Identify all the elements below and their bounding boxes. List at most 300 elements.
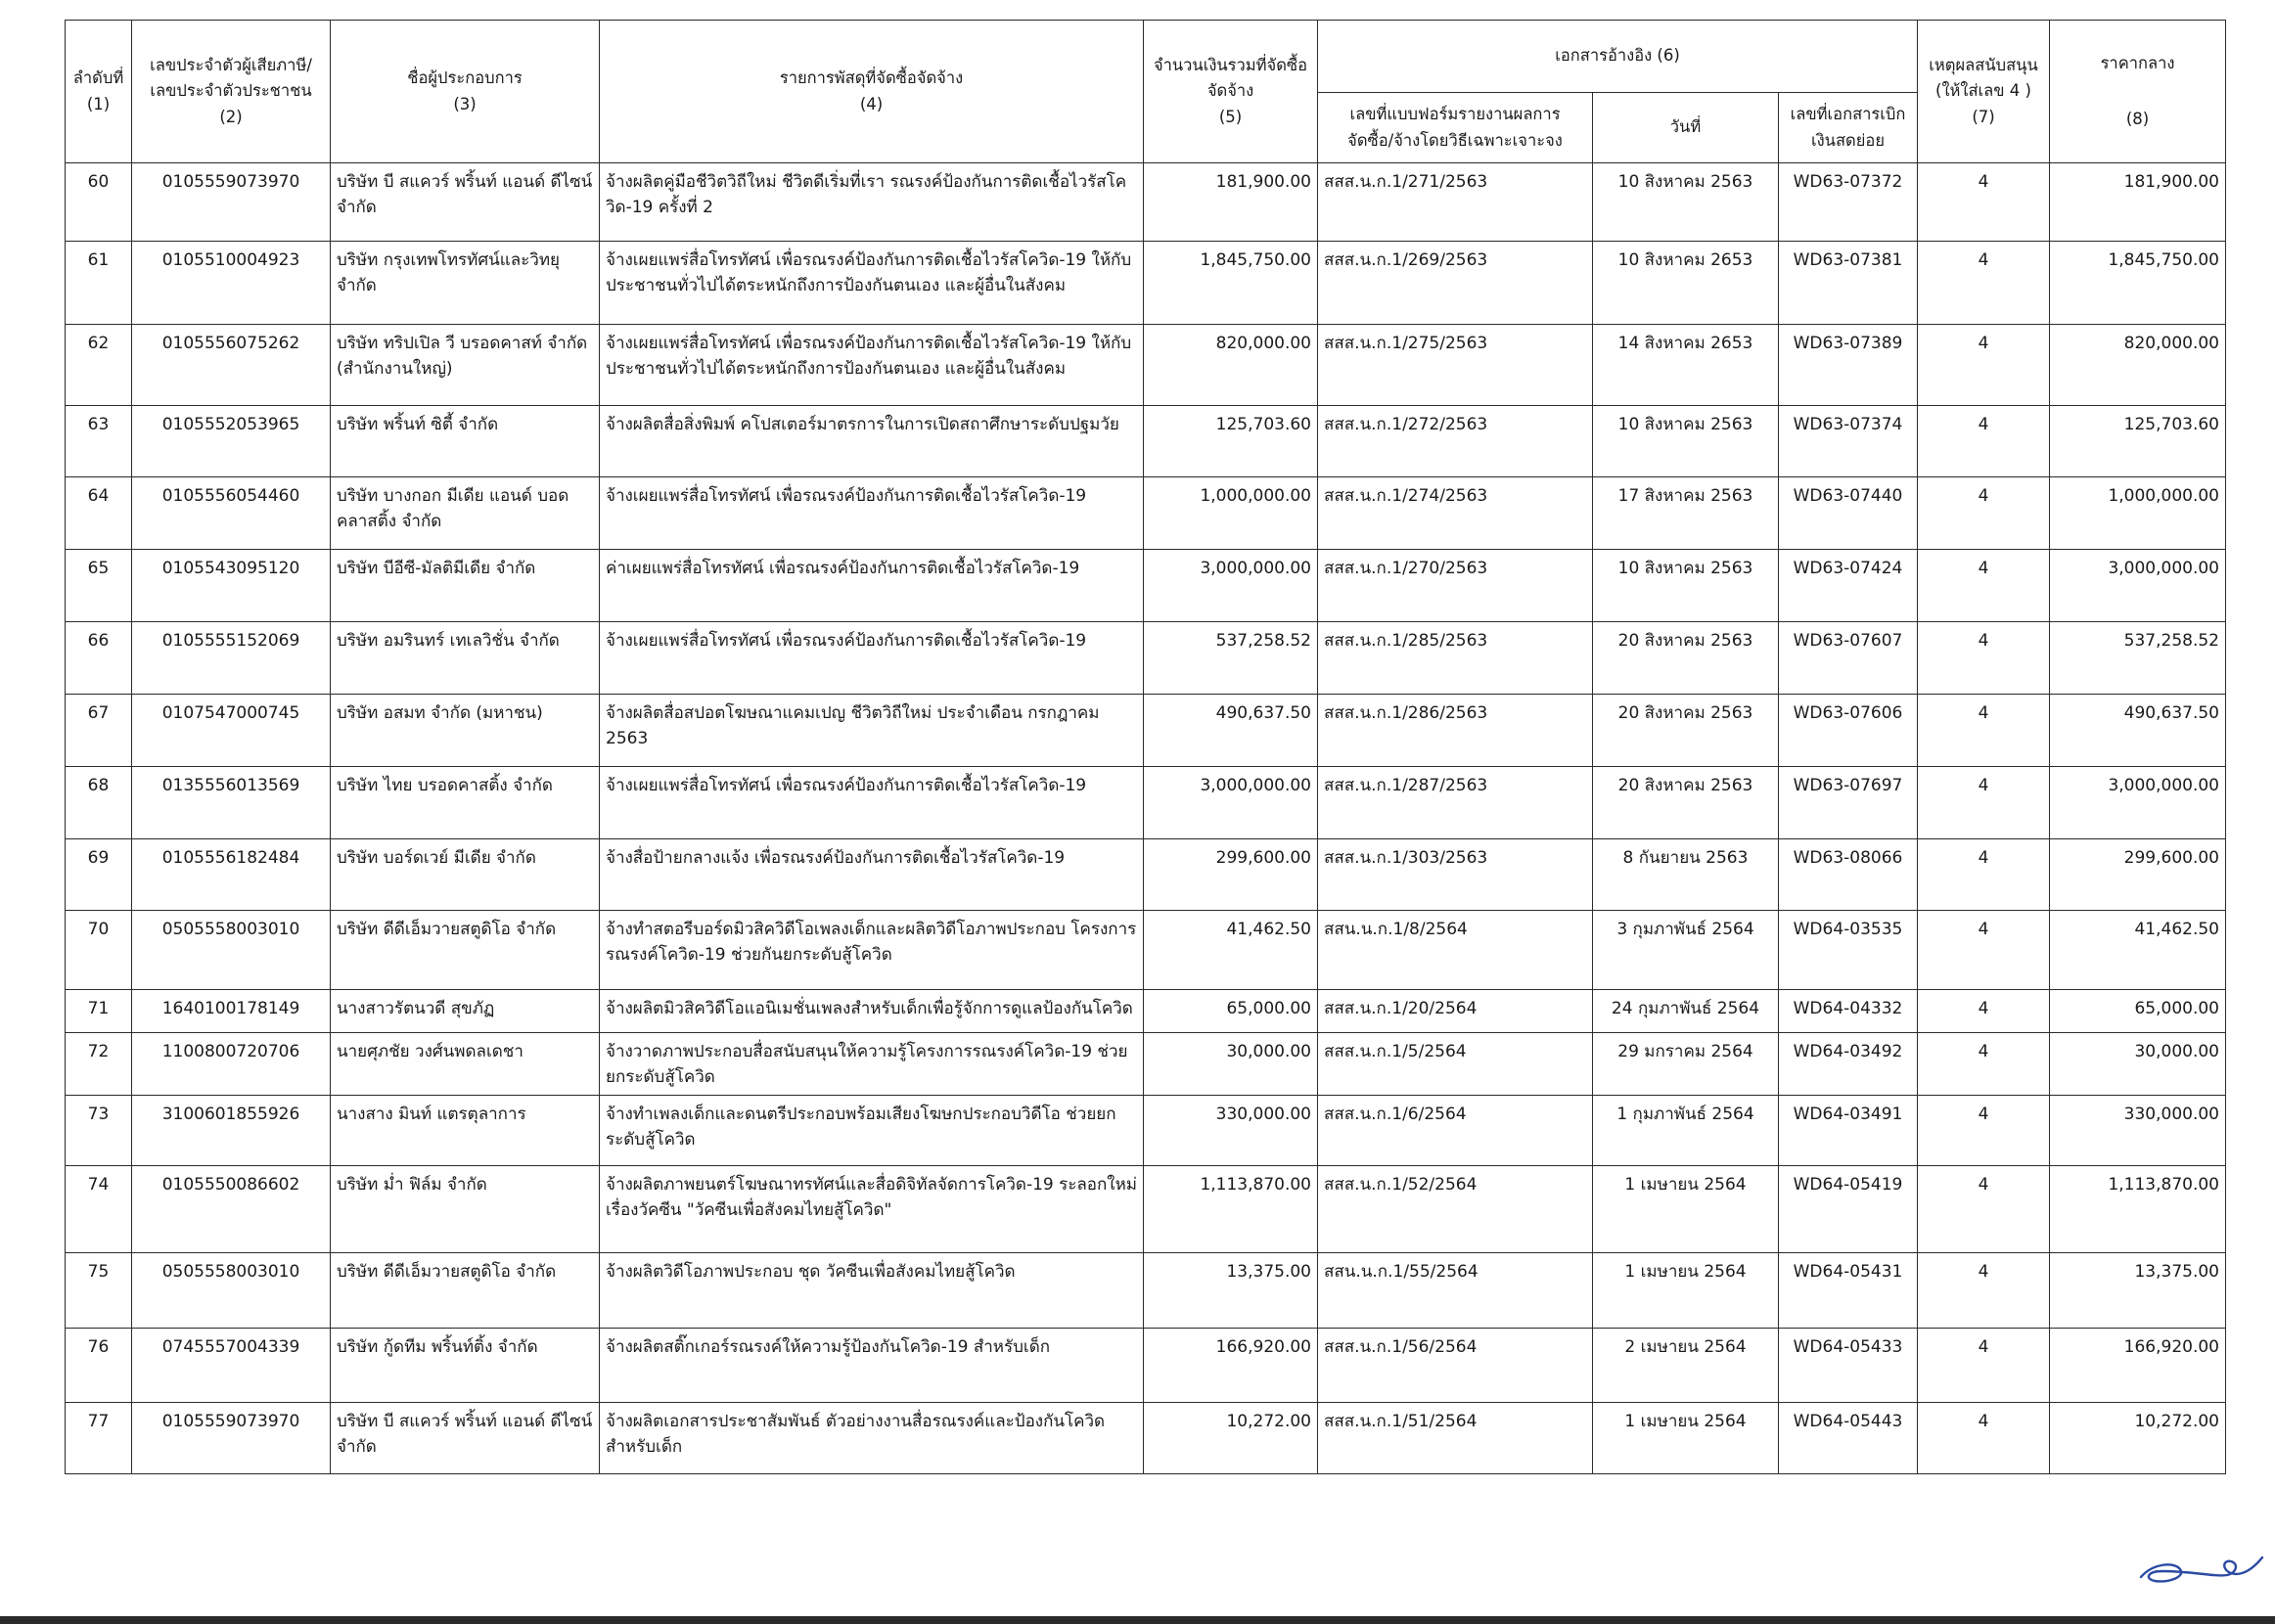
cell-form-no <box>1318 990 1593 1033</box>
cell-vendor <box>331 695 600 767</box>
cell-amount-text: 1,845,750.00 <box>1200 250 1311 270</box>
cell-seq <box>66 767 132 839</box>
cell-date-text: 2 เมษายน 2564 <box>1624 1336 1747 1357</box>
cell-amount-text: 3,000,000.00 <box>1200 776 1311 795</box>
cell-reason <box>1918 1095 2050 1165</box>
cell-reason <box>1918 1252 2050 1328</box>
cell-amount-text: 181,900.00 <box>1215 172 1311 192</box>
cell-vendor-text: บริษัท พริ้นท์ ซิตี้ จำกัด <box>337 415 499 434</box>
cell-amount <box>1144 990 1318 1033</box>
cell-ref-price <box>2050 1095 2226 1165</box>
cell-seq-text: 63 <box>87 415 110 434</box>
cell-date-text: 1 เมษายน 2564 <box>1624 1174 1747 1195</box>
cell-doc-no-text: WD64-05443 <box>1793 1411 1903 1431</box>
cell-date-text: 29 มกราคม 2564 <box>1617 1042 1753 1061</box>
cell-doc-no <box>1779 911 1918 990</box>
table-row <box>66 406 2226 477</box>
cell-reason-text: 4 <box>1978 999 1989 1018</box>
cell-reason-text: 4 <box>1978 1104 1989 1124</box>
cell-doc-no <box>1779 1402 1918 1473</box>
cell-vendor <box>331 1095 600 1165</box>
cell-seq <box>66 242 132 325</box>
cell-form-no-text: สสน.น.ก.1/55/2564 <box>1324 1261 1479 1282</box>
cell-vendor <box>331 477 600 550</box>
table-row <box>66 1328 2226 1402</box>
cell-vendor <box>331 325 600 406</box>
cell-ref-price <box>2050 1402 2226 1473</box>
cell-doc-no <box>1779 990 1918 1033</box>
cell-item-text: จ้างผลิตสติ๊กเกอร์รณรงค์ให้ความรู้ป้องกันโควิด-19 สำหรับเด็ก <box>606 1336 1051 1357</box>
cell-date-text: 3 กุมภาพันธ์ 2564 <box>1616 920 1754 939</box>
cell-reason-text: 4 <box>1978 1042 1989 1061</box>
cell-vendor <box>331 1328 600 1402</box>
cell-ref-price-text: 41,462.50 <box>2134 920 2219 939</box>
cell-seq-text: 71 <box>87 999 110 1018</box>
header-ref-price: ราคากลาง (8) <box>2050 21 2226 163</box>
cell-amount-text: 330,000.00 <box>1215 1104 1311 1124</box>
cell-tax-id <box>132 325 331 406</box>
cell-tax-id-text: 0135556013569 <box>161 776 300 795</box>
cell-ref-price <box>2050 406 2226 477</box>
header-date: วันที่ <box>1593 93 1779 163</box>
cell-ref-price <box>2050 477 2226 550</box>
cell-form-no-text: สสส.น.ก.1/52/2564 <box>1324 1174 1478 1195</box>
cell-ref-price <box>2050 1033 2226 1096</box>
cell-ref-price <box>2050 325 2226 406</box>
cell-item <box>600 839 1144 911</box>
cell-reason-text: 4 <box>1978 776 1989 795</box>
cell-doc-no <box>1779 477 1918 550</box>
cell-form-no-text: สสส.น.ก.1/303/2563 <box>1324 848 1488 868</box>
cell-reason-text: 4 <box>1978 250 1989 270</box>
cell-tax-id <box>132 406 331 477</box>
cell-amount <box>1144 1095 1318 1165</box>
cell-amount-text: 65,000.00 <box>1226 999 1311 1018</box>
cell-item <box>600 990 1144 1033</box>
cell-tax-id <box>132 1402 331 1473</box>
cell-reason <box>1918 325 2050 406</box>
header-item: รายการพัสดุที่จัดซื้อจัดจ้าง (4) <box>600 21 1144 163</box>
cell-vendor-text: บริษัท ดีดีเอ็มวายสตูดิโอ จำกัด <box>337 1261 557 1282</box>
cell-date <box>1593 163 1779 242</box>
cell-amount <box>1144 911 1318 990</box>
cell-seq-text: 66 <box>87 631 110 651</box>
cell-tax-id-text: 0105510004923 <box>161 250 300 270</box>
cell-doc-no-text: WD63-07424 <box>1793 559 1903 578</box>
cell-vendor <box>331 767 600 839</box>
cell-form-no-text: สสส.น.ก.1/269/2563 <box>1324 250 1488 270</box>
cell-reason <box>1918 1402 2050 1473</box>
cell-ref-price-text: 125,703.60 <box>2123 415 2219 434</box>
cell-doc-no <box>1779 242 1918 325</box>
cell-doc-no <box>1779 325 1918 406</box>
cell-doc-no <box>1779 1328 1918 1402</box>
cell-vendor <box>331 1402 600 1473</box>
cell-ref-price <box>2050 1328 2226 1402</box>
table-row <box>66 767 2226 839</box>
cell-tax-id-text: 0745557004339 <box>161 1336 300 1357</box>
cell-amount <box>1144 1252 1318 1328</box>
cell-item <box>600 1033 1144 1096</box>
cell-ref-price-text: 65,000.00 <box>2134 999 2219 1018</box>
cell-reason-text: 4 <box>1978 415 1989 434</box>
cell-ref-price <box>2050 839 2226 911</box>
cell-date <box>1593 1165 1779 1252</box>
cell-form-no <box>1318 163 1593 242</box>
cell-reason <box>1918 1165 2050 1252</box>
table-body <box>66 163 2226 1474</box>
cell-doc-no-text: WD63-08066 <box>1793 848 1903 868</box>
cell-item <box>600 1165 1144 1252</box>
cell-vendor-text: บริษัท บอร์ดเวย์ มีเดีย จำกัด <box>337 848 536 868</box>
table-row <box>66 695 2226 767</box>
cell-doc-no <box>1779 839 1918 911</box>
cell-item-text: ค่าเผยแพร่สื่อโทรทัศน์ เพื่อรณรงค์ป้องกันการติดเชื้อไวรัสโควิด-19 <box>606 559 1080 578</box>
cell-reason-text: 4 <box>1978 631 1989 651</box>
cell-form-no-text: สสส.น.ก.1/270/2563 <box>1324 559 1488 578</box>
cell-seq <box>66 990 132 1033</box>
cell-seq <box>66 406 132 477</box>
cell-item-text: จ้างเผยแพร่สื่อโทรทัศน์ เพื่อรณรงค์ป้องกันการติดเชื้อไวรัสโควิด-19 <box>606 776 1087 795</box>
cell-seq <box>66 839 132 911</box>
cell-vendor-text: บริษัท บางกอก มีเดีย แอนด์ บอดคลาสติ้ง จำกัด <box>337 486 569 532</box>
cell-seq-text: 72 <box>87 1042 110 1061</box>
cell-item-text: จ้างเผยแพร่สื่อโทรทัศน์ เพื่อรณรงค์ป้องกันการติดเชื้อไวรัสโควิด-19 <box>606 486 1087 506</box>
cell-seq <box>66 163 132 242</box>
cell-amount-text: 1,113,870.00 <box>1200 1174 1311 1195</box>
cell-form-no <box>1318 911 1593 990</box>
cell-form-no-text: สสน.น.ก.1/8/2564 <box>1324 920 1468 939</box>
cell-reason-text: 4 <box>1978 172 1989 192</box>
cell-reason <box>1918 242 2050 325</box>
cell-doc-no <box>1779 1095 1918 1165</box>
cell-amount-text: 41,462.50 <box>1226 920 1311 939</box>
cell-reason-text: 4 <box>1978 1261 1989 1282</box>
cell-item-text: จ้างผลิตสื่อสิ่งพิมพ์ คโปสเตอร์มาตรการในการเปิดสถาศึกษาระดับปฐมวัย <box>606 415 1119 434</box>
header-seq: ลำดับที่ (1) <box>66 21 132 163</box>
cell-tax-id-text: 0105543095120 <box>161 559 300 578</box>
cell-doc-no-text: WD64-03535 <box>1793 920 1903 939</box>
cell-seq <box>66 1402 132 1473</box>
cell-amount <box>1144 1033 1318 1096</box>
cell-seq <box>66 477 132 550</box>
cell-tax-id-text: 0105552053965 <box>161 415 300 434</box>
cell-reason-text: 4 <box>1978 559 1989 578</box>
cell-ref-price-text: 166,920.00 <box>2123 1336 2219 1357</box>
cell-date <box>1593 622 1779 695</box>
cell-tax-id <box>132 1095 331 1165</box>
cell-reason <box>1918 406 2050 477</box>
cell-ref-price-text: 1,000,000.00 <box>2108 486 2219 506</box>
cell-vendor <box>331 163 600 242</box>
cell-vendor-text: บริษัท ม่ำ ฟิล์ม จำกัด <box>337 1174 487 1195</box>
cell-form-no <box>1318 767 1593 839</box>
cell-reason <box>1918 477 2050 550</box>
cell-date <box>1593 1033 1779 1096</box>
cell-item-text: จ้างผลิตเอกสารประชาสัมพันธ์ ตัวอย่างงานสื่อรณรงค์และป้องกันโควิด สำหรับเด็ก <box>606 1411 1106 1458</box>
cell-vendor <box>331 406 600 477</box>
cell-ref-price-text: 490,637.50 <box>2123 703 2219 723</box>
cell-vendor-text: บริษัท อสมท จำกัด (มหาชน) <box>337 703 543 723</box>
cell-seq <box>66 911 132 990</box>
table-row <box>66 1165 2226 1252</box>
cell-reason-text: 4 <box>1978 334 1989 353</box>
cell-ref-price <box>2050 1252 2226 1328</box>
cell-seq <box>66 1252 132 1328</box>
cell-ref-price-text: 1,113,870.00 <box>2108 1174 2219 1195</box>
cell-amount <box>1144 1402 1318 1473</box>
cell-tax-id-text: 0105559073970 <box>161 1411 300 1431</box>
cell-amount-text: 166,920.00 <box>1215 1336 1311 1357</box>
cell-form-no-text: สสส.น.ก.1/5/2564 <box>1324 1042 1467 1061</box>
cell-date <box>1593 1095 1779 1165</box>
cell-vendor-text: บริษัท บี สแควร์ พริ้นท์ แอนด์ ดีไซน์ จำกัด <box>337 172 593 218</box>
cell-reason-text: 4 <box>1978 1174 1989 1195</box>
cell-date <box>1593 1252 1779 1328</box>
cell-seq <box>66 1328 132 1402</box>
cell-tax-id <box>132 622 331 695</box>
cell-reason-text: 4 <box>1978 920 1989 939</box>
cell-item <box>600 1328 1144 1402</box>
table-row <box>66 1095 2226 1165</box>
cell-date-text: 10 สิงหาคม 2563 <box>1617 559 1753 578</box>
cell-form-no <box>1318 477 1593 550</box>
header-doc-no: เลขที่เอกสารเบิก เงินสดย่อย <box>1779 93 1918 163</box>
cell-tax-id-text: 0505558003010 <box>161 1261 300 1282</box>
cell-ref-price-text: 10,272.00 <box>2134 1411 2219 1431</box>
cell-seq-text: 62 <box>87 334 110 353</box>
cell-ref-price <box>2050 550 2226 622</box>
cell-seq-text: 77 <box>87 1411 110 1431</box>
cell-tax-id <box>132 990 331 1033</box>
cell-form-no <box>1318 1033 1593 1096</box>
cell-vendor <box>331 1252 600 1328</box>
cell-form-no <box>1318 839 1593 911</box>
cell-seq <box>66 550 132 622</box>
cell-vendor <box>331 550 600 622</box>
cell-seq-text: 73 <box>87 1104 110 1124</box>
cell-vendor-text: บริษัท อมรินทร์ เทเลวิชั่น จำกัด <box>337 631 560 651</box>
cell-date-text: 10 สิงหาคม 2563 <box>1617 172 1753 192</box>
cell-doc-no-text: WD64-03491 <box>1793 1104 1903 1124</box>
cell-seq-text: 64 <box>87 486 110 506</box>
cell-form-no <box>1318 325 1593 406</box>
header-reference-docs: เอกสารอ้างอิง (6) <box>1318 21 1918 93</box>
cell-tax-id-text: 1100800720706 <box>161 1042 300 1061</box>
cell-amount <box>1144 695 1318 767</box>
cell-doc-no-text: WD64-05419 <box>1793 1174 1903 1195</box>
cell-vendor-text: บริษัท ดีดีเอ็มวายสตูดิโอ จำกัด <box>337 920 557 939</box>
cell-tax-id <box>132 1252 331 1328</box>
cell-item-text: จ้างผลิตมิวสิควิดีโอแอนิเมชั่นเพลงสำหรับเด็กเพื่อรู้จักการดูแลป้องกันโควิด <box>606 999 1133 1018</box>
cell-form-no-text: สสส.น.ก.1/286/2563 <box>1324 703 1488 723</box>
cell-form-no <box>1318 1402 1593 1473</box>
cell-tax-id-text: 0105555152069 <box>161 631 300 651</box>
cell-doc-no-text: WD63-07607 <box>1793 631 1903 651</box>
cell-date-text: 1 เมษายน 2564 <box>1624 1261 1747 1282</box>
cell-ref-price-text: 820,000.00 <box>2123 334 2219 353</box>
cell-amount-text: 299,600.00 <box>1215 848 1311 868</box>
cell-form-no-text: สสส.น.ก.1/51/2564 <box>1324 1411 1478 1431</box>
cell-tax-id <box>132 242 331 325</box>
cell-reason <box>1918 911 2050 990</box>
cell-date-text: 1 กุมภาพันธ์ 2564 <box>1616 1104 1754 1124</box>
procurement-table <box>65 20 2226 1474</box>
cell-doc-no-text: WD63-07697 <box>1793 776 1903 795</box>
handwritten-signature <box>2133 1536 2270 1595</box>
cell-seq <box>66 622 132 695</box>
cell-form-no-text: สสส.น.ก.1/275/2563 <box>1324 334 1488 353</box>
cell-reason <box>1918 767 2050 839</box>
cell-form-no-text: สสส.น.ก.1/287/2563 <box>1324 776 1488 795</box>
cell-item <box>600 767 1144 839</box>
cell-amount-text: 490,637.50 <box>1215 703 1311 723</box>
cell-reason <box>1918 839 2050 911</box>
cell-reason-text: 4 <box>1978 703 1989 723</box>
cell-vendor <box>331 990 600 1033</box>
cell-seq-text: 75 <box>87 1261 110 1282</box>
cell-vendor <box>331 1033 600 1096</box>
cell-amount-text: 537,258.52 <box>1215 631 1311 651</box>
cell-tax-id <box>132 477 331 550</box>
cell-ref-price <box>2050 695 2226 767</box>
cell-date <box>1593 767 1779 839</box>
cell-date-text: 8 กันยายน 2563 <box>1622 848 1749 868</box>
cell-amount-text: 30,000.00 <box>1226 1042 1311 1061</box>
cell-tax-id-text: 0505558003010 <box>161 920 300 939</box>
cell-amount <box>1144 839 1318 911</box>
cell-tax-id-text: 0105550086602 <box>161 1174 300 1195</box>
cell-amount <box>1144 1165 1318 1252</box>
cell-doc-no-text: WD63-07372 <box>1793 172 1903 192</box>
cell-form-no <box>1318 1165 1593 1252</box>
cell-vendor <box>331 242 600 325</box>
cell-date <box>1593 406 1779 477</box>
cell-item-text: จ้างผลิตสื่อสปอตโฆษณาแคมเปญ ชีวิตวิถีใหม่ ประจำเดือน กรกฎาคม 2563 <box>606 703 1100 749</box>
cell-item <box>600 1402 1144 1473</box>
cell-reason-text: 4 <box>1978 486 1989 506</box>
cell-tax-id-text: 0105556182484 <box>161 848 300 868</box>
cell-amount <box>1144 242 1318 325</box>
cell-form-no-text: สสส.น.ก.1/285/2563 <box>1324 631 1488 651</box>
cell-ref-price <box>2050 990 2226 1033</box>
table-row <box>66 990 2226 1033</box>
table-row <box>66 1033 2226 1096</box>
cell-item <box>600 163 1144 242</box>
cell-form-no <box>1318 695 1593 767</box>
cell-doc-no <box>1779 1033 1918 1096</box>
cell-date <box>1593 990 1779 1033</box>
cell-date <box>1593 911 1779 990</box>
cell-amount <box>1144 1328 1318 1402</box>
header-reason: เหตุผลสนับสนุน (ให้ใส่เลข 4 ) (7) <box>1918 21 2050 163</box>
cell-date <box>1593 477 1779 550</box>
cell-date-text: 24 กุมภาพันธ์ 2564 <box>1611 999 1760 1018</box>
cell-amount-text: 3,000,000.00 <box>1200 559 1311 578</box>
cell-date-text: 10 สิงหาคม 2653 <box>1617 250 1753 270</box>
cell-amount <box>1144 767 1318 839</box>
cell-reason-text: 4 <box>1978 1411 1989 1431</box>
cell-date-text: 20 สิงหาคม 2563 <box>1617 776 1753 795</box>
table-row <box>66 1402 2226 1473</box>
cell-form-no-text: สสส.น.ก.1/20/2564 <box>1324 999 1478 1018</box>
cell-item <box>600 695 1144 767</box>
cell-seq-text: 69 <box>87 848 110 868</box>
cell-seq <box>66 695 132 767</box>
cell-seq-text: 61 <box>87 250 110 270</box>
scan-edge-line <box>0 1616 2275 1624</box>
cell-reason <box>1918 550 2050 622</box>
cell-amount <box>1144 325 1318 406</box>
cell-ref-price <box>2050 911 2226 990</box>
cell-item-text: จ้างทำเพลงเด็กและดนตรีประกอบพร้อมเสียงโฆษกประกอบวิดีโอ ช่วยยกระดับสู้โควิด <box>606 1104 1116 1150</box>
cell-tax-id <box>132 1033 331 1096</box>
cell-item-text: จ้างเผยแพร่สื่อโทรทัศน์ เพื่อรณรงค์ป้องกันการติดเชื้อไวรัสโควิด-19 ให้กับประชาชนทั่วไปได้ตระหนักถึงการป้องกันตนเอง และผู้อื่นในสังคม <box>606 250 1132 296</box>
cell-item-text: จ้างทำสตอรีบอร์ดมิวสิควิดีโอเพลงเด็กและผลิตวิดีโอภาพประกอบ โครงการรณรงค์โควิด-19 ช่วยกันยกระดับสู้โควิด <box>606 920 1137 966</box>
cell-tax-id-text: 0105556075262 <box>161 334 300 353</box>
cell-tax-id <box>132 550 331 622</box>
cell-amount-text: 1,000,000.00 <box>1200 486 1311 506</box>
cell-form-no <box>1318 550 1593 622</box>
cell-form-no <box>1318 1095 1593 1165</box>
cell-tax-id-text: 0107547000745 <box>161 703 300 723</box>
cell-vendor-text: บริษัท บี สแควร์ พริ้นท์ แอนด์ ดีไซน์ จำกัด <box>337 1411 593 1458</box>
cell-ref-price <box>2050 163 2226 242</box>
cell-form-no <box>1318 1328 1593 1402</box>
cell-date <box>1593 242 1779 325</box>
cell-tax-id <box>132 839 331 911</box>
cell-amount-text: 10,272.00 <box>1226 1411 1311 1431</box>
cell-vendor-text: นางสาวรัตนวดี สุขภัฏ <box>337 999 495 1018</box>
cell-amount-text: 13,375.00 <box>1226 1261 1311 1282</box>
cell-item <box>600 325 1144 406</box>
cell-tax-id <box>132 1165 331 1252</box>
cell-ref-price-text: 537,258.52 <box>2123 631 2219 651</box>
cell-amount <box>1144 622 1318 695</box>
cell-item <box>600 622 1144 695</box>
table-header <box>66 21 2226 163</box>
cell-doc-no <box>1779 1252 1918 1328</box>
cell-item <box>600 550 1144 622</box>
cell-seq <box>66 1165 132 1252</box>
cell-date-text: 17 สิงหาคม 2563 <box>1617 486 1753 506</box>
cell-seq-text: 65 <box>87 559 110 578</box>
cell-date <box>1593 839 1779 911</box>
cell-reason <box>1918 163 2050 242</box>
cell-amount <box>1144 163 1318 242</box>
cell-tax-id <box>132 767 331 839</box>
cell-vendor <box>331 839 600 911</box>
cell-form-no <box>1318 622 1593 695</box>
cell-seq-text: 67 <box>87 703 110 723</box>
cell-ref-price-text: 3,000,000.00 <box>2108 559 2219 578</box>
cell-vendor <box>331 1165 600 1252</box>
cell-form-no-text: สสส.น.ก.1/6/2564 <box>1324 1104 1467 1124</box>
cell-tax-id <box>132 911 331 990</box>
cell-date <box>1593 550 1779 622</box>
cell-form-no-text: สสส.น.ก.1/274/2563 <box>1324 486 1488 506</box>
header-tax-id: เลขประจำตัวผู้เสียภาษี/ เลขประจำตัวประชาชน (2) <box>132 21 331 163</box>
cell-vendor <box>331 911 600 990</box>
cell-form-no <box>1318 1252 1593 1328</box>
cell-date <box>1593 695 1779 767</box>
cell-date-text: 20 สิงหาคม 2563 <box>1617 631 1753 651</box>
cell-vendor-text: บริษัท กรุงเทพโทรทัศน์และวิทยุ จำกัด <box>337 250 560 296</box>
cell-date <box>1593 1328 1779 1402</box>
cell-ref-price <box>2050 1165 2226 1252</box>
cell-ref-price <box>2050 767 2226 839</box>
cell-item-text: จ้างเผยแพร่สื่อโทรทัศน์ เพื่อรณรงค์ป้องกันการติดเชื้อไวรัสโควิด-19 ให้กับประชาชนทั่วไปได้ตระหนักถึงการป้องกันตนเอง และผู้อื่นในสังคม <box>606 334 1132 380</box>
